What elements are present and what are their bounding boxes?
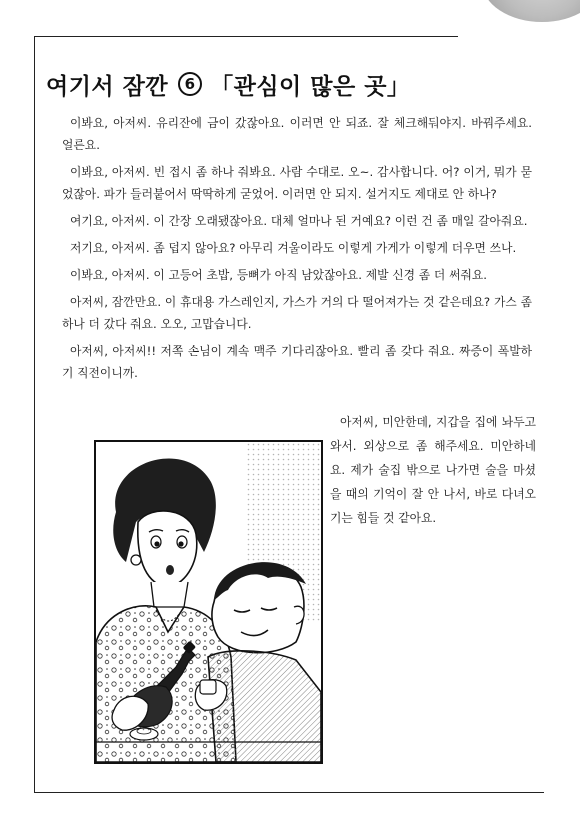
sake-cup: [200, 680, 216, 694]
paragraph: 이봐요, 아저씨. 이 고등어 초밥, 등뼈가 아직 남았잖아요. 제발 신경 좀 더 써줘요.: [70, 268, 488, 282]
heading-quote-title: 「관심이 많은 곳」: [210, 73, 411, 100]
paragraph: 아저씨, 아저씨!! 저쪽 손님이 계속 맥주 기다리잖아요. 빨리 좀 갖다 줘요. 짜증이 폭발하기 직전이니까.: [62, 344, 532, 380]
paragraph: 아저씨, 잠깐만요. 이 휴대용 가스레인지, 가스가 거의 다 떨어져가는 것 같은데요? 가스 좀 하나 더 갔다 줘요. 오오, 고맙습니다.: [62, 295, 532, 331]
woman-mouth: [166, 565, 174, 575]
woman-face: [138, 511, 197, 588]
corner-decoration: [482, 0, 580, 22]
paragraph: 여기요, 아저씨. 이 간장 오래됐잖아요. 대체 얼마나 된 거예요? 이런 건 좀 매일 갈아줘요.: [70, 214, 528, 228]
man-shirt: [208, 651, 321, 762]
comic-drawing: [96, 442, 321, 762]
paragraph: 저기요, 아저씨. 좀 덥지 않아요? 아무리 겨울이라도 이렇게 가게가 이렇게 더우면 쓰나.: [70, 241, 517, 255]
section-heading: [46, 64, 546, 104]
frame-line-bottom: [34, 792, 544, 793]
side-paragraph: 아저씨, 미안한데, 지갑을 집에 놔두고 와서. 외상으로 좀 해주세요. 미안하네요. 제가 술집 밖으로 나가면 술을 마셨을 때의 기억이 잘 안 나서, 바로 다녀오기는 힘들 것 같아요.: [330, 415, 536, 525]
frame-line-left: [34, 36, 35, 792]
body-text: [62, 112, 532, 389]
heading-circled-number: 6: [178, 72, 202, 96]
paragraph: 이봐요, 아저씨. 유리잔에 금이 갔잖아요. 이러면 안 되죠. 잘 체크해둬야지. 바꿔주세요. 얼른요.: [62, 116, 532, 152]
frame-line-top: [34, 36, 458, 37]
comic-illustration: [94, 440, 323, 764]
paragraph: 이봐요, 아저씨. 빈 접시 좀 하나 줘봐요. 사람 수대로. 오~. 감사합니다. 어? 이거, 뭐가 묻었잖아. 파가 들러붙어서 딱딱하게 굳었어. 이러면 안 되지. 설거지도 제대로 안 하나?: [62, 165, 532, 201]
side-text: [330, 410, 536, 530]
heading-prefix: 여기서 잠깐: [46, 73, 169, 100]
